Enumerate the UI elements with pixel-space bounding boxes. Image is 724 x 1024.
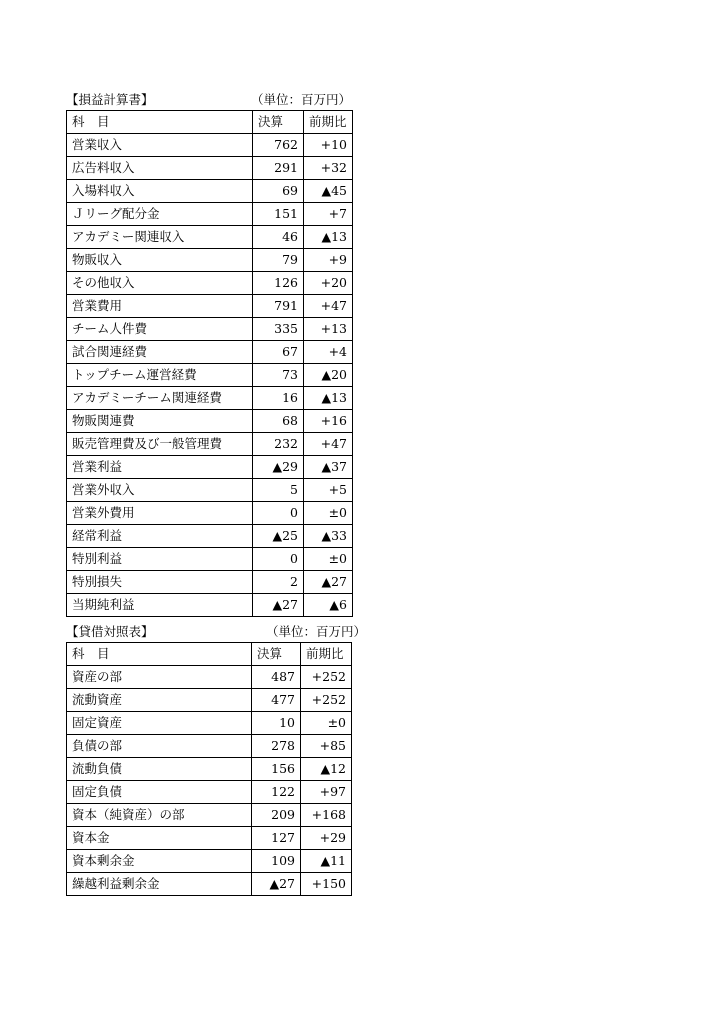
income-statement-title: 【損益計算書】	[66, 92, 154, 107]
row-change: +9	[304, 249, 353, 272]
row-amount: 232	[253, 433, 304, 456]
row-change: ▲6	[304, 594, 353, 617]
row-change: +29	[301, 827, 352, 850]
row-item: 広告料収入	[67, 157, 253, 180]
row-amount: 16	[253, 387, 304, 410]
row-change: ▲12	[301, 758, 352, 781]
row-amount: ▲27	[252, 873, 301, 896]
row-change: +97	[301, 781, 352, 804]
row-amount: 73	[253, 364, 304, 387]
table-row	[67, 456, 353, 479]
row-change: +13	[304, 318, 353, 341]
row-change: +20	[304, 272, 353, 295]
header-item: 科 目	[67, 111, 253, 134]
row-amount: 762	[253, 134, 304, 157]
table-row	[67, 548, 353, 571]
row-change: +5	[304, 479, 353, 502]
row-change: +7	[304, 203, 353, 226]
row-item: 入場料収入	[67, 180, 253, 203]
income-statement-caption	[66, 90, 353, 110]
table-row	[67, 157, 353, 180]
balance-sheet-unit: （単位：百万円）	[266, 624, 367, 639]
table-row	[67, 758, 352, 781]
row-item: 資本金	[67, 827, 252, 850]
row-item: 流動負債	[67, 758, 252, 781]
table-row	[67, 364, 353, 387]
income-statement-body	[67, 111, 353, 617]
row-change: ▲20	[304, 364, 353, 387]
row-amount: 69	[253, 180, 304, 203]
row-item: 販売管理費及び一般管理費	[67, 433, 253, 456]
row-amount: 0	[253, 502, 304, 525]
table-row	[67, 594, 353, 617]
row-item: 営業外費用	[67, 502, 253, 525]
row-change: +150	[301, 873, 352, 896]
row-change: +10	[304, 134, 353, 157]
row-item: 試合関連経費	[67, 341, 253, 364]
table-row	[67, 735, 352, 758]
table-row	[67, 203, 353, 226]
row-item: 営業利益	[67, 456, 253, 479]
row-amount: ▲29	[253, 456, 304, 479]
row-change: ▲13	[304, 226, 353, 249]
table-row	[67, 134, 353, 157]
table-row	[67, 318, 353, 341]
row-item: 物販関連費	[67, 410, 253, 433]
table-row	[67, 341, 353, 364]
row-change: +4	[304, 341, 353, 364]
table-row	[67, 873, 352, 896]
table-row	[67, 571, 353, 594]
row-change: ▲37	[304, 456, 353, 479]
row-amount: 487	[252, 666, 301, 689]
row-amount: 79	[253, 249, 304, 272]
table-header-row	[67, 643, 352, 666]
row-change: +168	[301, 804, 352, 827]
row-change: ▲45	[304, 180, 353, 203]
row-item: Ｊリーグ配分金	[67, 203, 253, 226]
header-change: 前期比	[301, 643, 352, 666]
income-statement-section	[66, 90, 353, 617]
row-item: 特別利益	[67, 548, 253, 571]
balance-sheet-section	[66, 622, 367, 896]
table-row	[67, 666, 352, 689]
table-row	[67, 712, 352, 735]
row-change: +32	[304, 157, 353, 180]
row-item: 営業収入	[67, 134, 253, 157]
table-row	[67, 479, 353, 502]
header-change: 前期比	[304, 111, 353, 134]
table-row	[67, 525, 353, 548]
row-item: 負債の部	[67, 735, 252, 758]
income-statement-table	[66, 110, 353, 617]
row-amount: 68	[253, 410, 304, 433]
header-amount: 決算	[253, 111, 304, 134]
table-row	[67, 226, 353, 249]
row-change: +47	[304, 295, 353, 318]
row-amount: 109	[252, 850, 301, 873]
row-item: 流動資産	[67, 689, 252, 712]
row-item: チーム人件費	[67, 318, 253, 341]
row-item: 特別損失	[67, 571, 253, 594]
row-amount: 10	[252, 712, 301, 735]
row-item: その他収入	[67, 272, 253, 295]
row-amount: 791	[253, 295, 304, 318]
row-amount: 2	[253, 571, 304, 594]
row-change: +16	[304, 410, 353, 433]
table-row	[67, 387, 353, 410]
table-row	[67, 689, 352, 712]
table-row	[67, 180, 353, 203]
row-amount: 278	[252, 735, 301, 758]
balance-sheet-caption	[66, 622, 367, 642]
table-header-row	[67, 111, 353, 134]
row-change: ±0	[304, 502, 353, 525]
row-item: 営業費用	[67, 295, 253, 318]
row-amount: 127	[252, 827, 301, 850]
row-change: ▲27	[304, 571, 353, 594]
header-amount: 決算	[252, 643, 301, 666]
table-row	[67, 804, 352, 827]
table-row	[67, 502, 353, 525]
row-change: ▲33	[304, 525, 353, 548]
income-statement-unit: （単位：百万円）	[251, 92, 352, 107]
row-change: ▲13	[304, 387, 353, 410]
row-change: +85	[301, 735, 352, 758]
row-item: 固定資産	[67, 712, 252, 735]
table-row	[67, 272, 353, 295]
row-item: 物販収入	[67, 249, 253, 272]
table-row	[67, 850, 352, 873]
row-change: +252	[301, 666, 352, 689]
row-change: ±0	[301, 712, 352, 735]
row-item: 資産の部	[67, 666, 252, 689]
balance-sheet-table	[66, 642, 352, 896]
table-row	[67, 249, 353, 272]
row-amount: 156	[252, 758, 301, 781]
row-amount: 151	[253, 203, 304, 226]
row-item: 固定負債	[67, 781, 252, 804]
table-row	[67, 295, 353, 318]
row-item: 経常利益	[67, 525, 253, 548]
row-amount: ▲25	[253, 525, 304, 548]
row-item: 資本剰余金	[67, 850, 252, 873]
row-item: 当期純利益	[67, 594, 253, 617]
row-item: アカデミー関連収入	[67, 226, 253, 249]
row-change: ±0	[304, 548, 353, 571]
row-item: 資本（純資産）の部	[67, 804, 252, 827]
row-amount: 291	[253, 157, 304, 180]
table-row	[67, 827, 352, 850]
row-amount: 67	[253, 341, 304, 364]
row-change: +47	[304, 433, 353, 456]
row-item: アカデミーチーム関連経費	[67, 387, 253, 410]
row-change: ▲11	[301, 850, 352, 873]
balance-sheet-body	[67, 643, 352, 896]
row-amount: 0	[253, 548, 304, 571]
row-amount: 5	[253, 479, 304, 502]
table-row	[67, 433, 353, 456]
header-item: 科 目	[67, 643, 252, 666]
table-row	[67, 410, 353, 433]
row-change: +252	[301, 689, 352, 712]
row-amount: 335	[253, 318, 304, 341]
row-amount: 477	[252, 689, 301, 712]
row-amount: 209	[252, 804, 301, 827]
row-amount: 46	[253, 226, 304, 249]
balance-sheet-title: 【貸借対照表】	[66, 624, 154, 639]
row-amount: ▲27	[253, 594, 304, 617]
row-amount: 126	[253, 272, 304, 295]
table-row	[67, 781, 352, 804]
row-item: 営業外収入	[67, 479, 253, 502]
row-amount: 122	[252, 781, 301, 804]
row-item: 繰越利益剰余金	[67, 873, 252, 896]
row-item: トップチーム運営経費	[67, 364, 253, 387]
